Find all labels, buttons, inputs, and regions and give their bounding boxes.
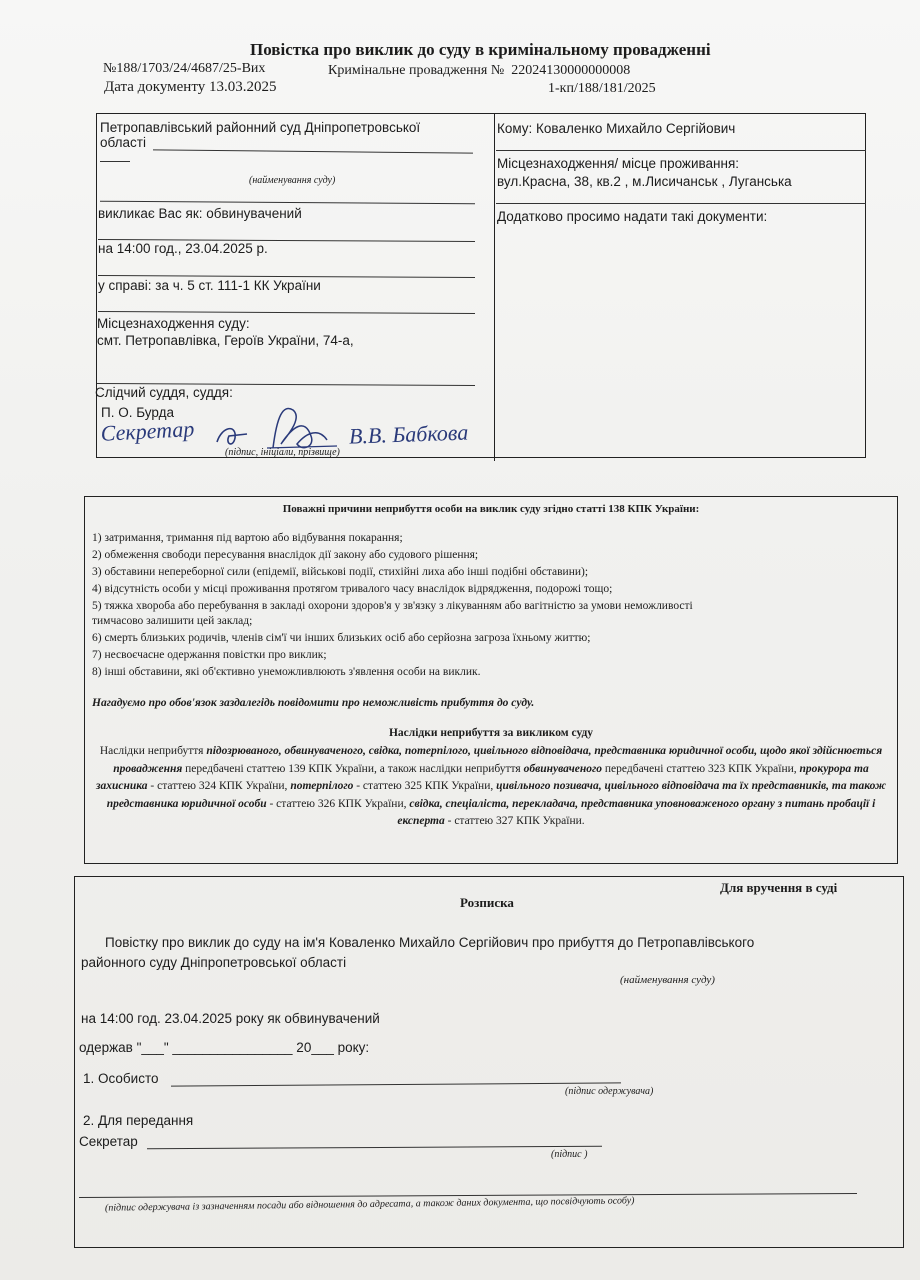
receipt-line1: Повістку про виклик до суду на ім'я Коваленко Михайло Сергійович про прибуття до Петропавлівського [105,935,755,950]
reason-item: 2) обмеження свободи пересування внаслідок дії закону або судового рішення; [92,549,479,561]
consequences-segment: - статтею 327 КПК України. [444,815,585,827]
registration-number: №188/1703/24/4687/25-Вих [103,61,266,76]
court-name-line2: області [100,135,146,150]
consequences-segment: підозрюваного, обвинуваченого, свідка, потерпілого, цивільного відповідача, представника юридичної особи, щодо якої здійснюється провадження [113,745,883,775]
court-name-underline-2 [100,161,130,162]
personally-label: 1. Особисто [83,1071,159,1086]
judge-label: Слідчий суддя, суддя: [95,385,233,400]
documents-label: Додатково просимо надати такі документи: [497,209,768,224]
divider-line [496,203,866,204]
consequences-text [91,743,891,831]
receipt-heading: Розписка [460,895,514,910]
criminal-case-line [328,63,630,79]
reason-item: 8) інші обставини, які об'єктивно унеможливлюють з'явлення особи на виклик. [92,666,481,678]
court-caption: (найменування суду) [620,974,715,986]
called-as: викликає Вас як: обвинувачений [98,206,302,221]
hearing-datetime: на 14:00 год., 23.04.2025 р. [98,241,268,256]
document-date: Дата документу 13.03.2025 [104,79,277,95]
consequences-segment: передбачені статтею 323 КПК України, [602,762,800,775]
location-label: Місцезнаходження/ місце проживання: [497,156,740,171]
divider-line [100,201,475,205]
consequences-segment: - статтею 324 КПК України, [147,780,291,792]
consequences-segment: свідка, спеціаліста, перекладача, представника уповноваженого органу з питань пробації і експерта [397,797,876,827]
bottom-caption: (підпис одержувача із зазначенням посади або відношення до адресата, а також даних документа, що посвідчують особу) [104,1195,635,1214]
signature-caption: (підпис, ініціали, прізвище) [225,447,340,458]
court-name-underline [153,149,473,153]
consequences-segment: обвинуваченого [523,762,603,775]
consequences-segment: - статтею 325 КПК України, [353,780,497,792]
secretary-label: Секретар [79,1134,138,1149]
court-address: смт. Петропавлівка, Героїв України, 74-а, [97,333,354,348]
judge-name: П. О. Бурда [101,405,174,420]
reason-item: 3) обставини непереборної сили (епідемії, військові події, стихійні лиха або інші подібні обставини); [92,566,589,578]
consequences-segment: Наслідки неприбуття [99,745,207,757]
reasons-heading: Поважні причини неприбуття особи на виклик суду згідно статті 138 КПК України: [282,503,700,515]
reminder-text: Нагадуємо про обов'язок заздалегідь повідомити про неможливість прибуття до суду. [92,697,535,709]
consequences-segment: прокурора та захисника [95,762,869,792]
reasons-box [84,496,898,864]
case-article: у справі: за ч. 5 ст. 111-1 КК України [98,278,321,293]
divider-line [496,150,866,151]
receipt-box [74,876,904,1248]
consequences-segment: - статтею 326 КПК України, [266,797,410,810]
consequences-segment: передбачені статтею 139 КПК України, а також наслідки неприбуття [182,762,524,775]
name-handwriting: В.В. Бабкова [348,419,469,449]
court-name-caption: (найменування суду) [249,175,336,186]
signature-line [147,1146,602,1149]
reason-item: 1) затримання, тримання під вартою або відбування покарання; [92,532,403,544]
received-line: одержав "___" ________________ 20___ року: [79,1040,370,1055]
receipt-line2: районного суду Дніпропетровської області [81,955,347,970]
recipient-caption: (підпис одержувача) [565,1086,654,1097]
secretary-handwriting: Секретар [100,416,195,446]
signature-line [171,1082,621,1086]
recipient-address: вул.Красна, 38, кв.2 , м.Лисичанськ , Луганська [497,174,792,189]
document-title: Повістка про виклик до суду в кримінальному провадженні [250,40,711,59]
consequences-segment: цивільного позивача, цивільного відповідача та їх представників, та також представника юридичної особи [106,780,886,810]
consequences-heading: Наслідки неприбуття за викликом суду [388,727,594,739]
for-court-label: Для вручення в суді [720,880,838,895]
case-number: 1-кп/188/181/2025 [548,81,656,96]
column-divider [494,114,495,461]
handwritten-signature-icon [97,396,487,458]
court-name-line1: Петропавлівський районний суд Дніпропетровської [100,120,421,135]
reason-item: 7) несвоєчасне одержання повістки про виклик; [92,649,327,661]
criminal-case-label: Кримінальне провадження № [328,63,505,78]
divider-line [98,311,475,314]
reason-item: 4) відсутність особи у місці проживання протягом тривалого часу внаслідок відрядження, подорожі тощо; [92,583,613,595]
consequences-segment: потерпілого [290,780,354,792]
reason-item: тимчасово залишити цей заклад; [92,615,253,627]
reason-item: 5) тяжка хвороба або перебування в закладі охорони здоров'я у зв'язку з лікуванням або вагітністю за умови неможливості [92,600,693,612]
for-transfer-label: 2. Для передання [83,1113,194,1128]
criminal-case-number: 22024130000000008 [511,63,631,78]
signature-caption: (підпис ) [551,1149,588,1160]
reason-item: 6) смерть близьких родичів, членів сім'ї чи інших близьких осіб або серйозна загроза їхньому життю; [92,632,591,644]
court-location-label: Місцезнаходження суду: [97,316,250,331]
recipient-name: Кому: Коваленко Михайло Сергійович [497,121,736,136]
summons-box [96,113,866,458]
receipt-datetime: на 14:00 год. 23.04.2025 року як обвинувачений [81,1011,380,1026]
